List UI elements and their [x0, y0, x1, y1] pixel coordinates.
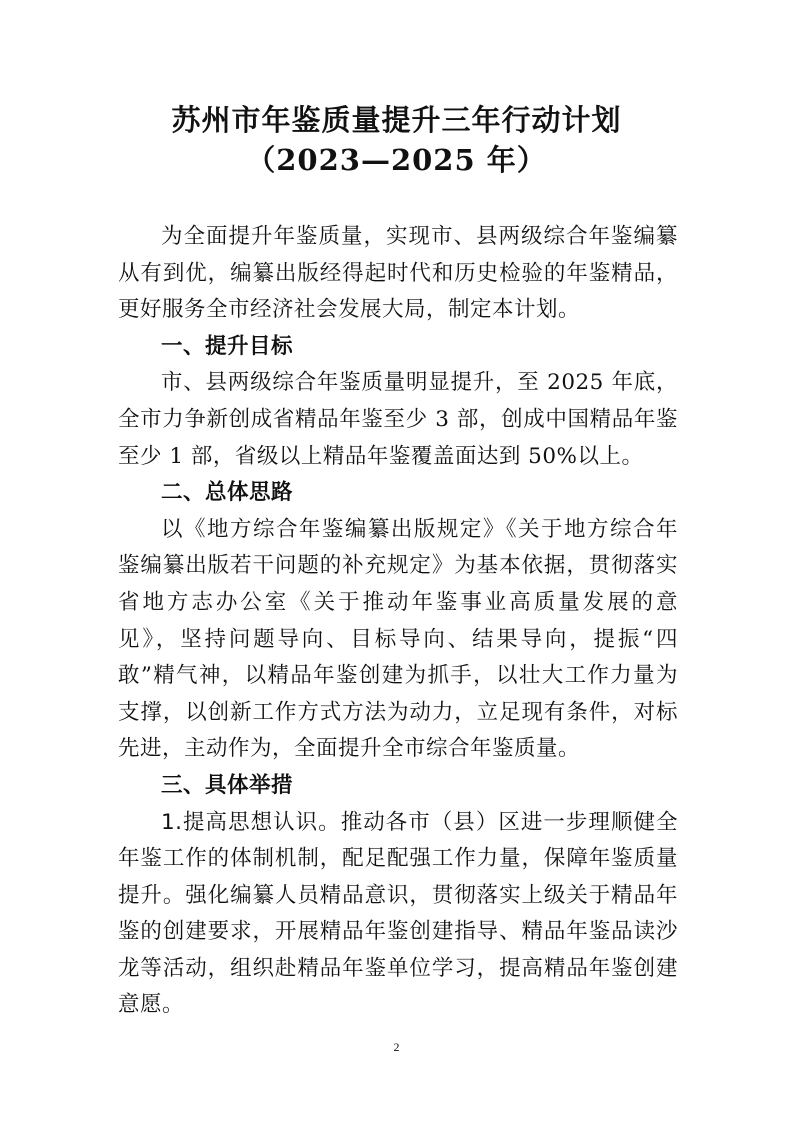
- document-subtitle-years: （2023—2025 年）: [246, 143, 547, 177]
- section-heading-goals: 一、提升目标: [161, 333, 294, 359]
- section-heading-approach: 二、总体思路: [161, 480, 294, 506]
- measure-item-text: 推动各市（县）区进一步理顺健全年鉴工作的体制机制，配足配强工作力量，保障年鉴质量提升。强化编纂人员精品意识，贯彻落实上级关于精品年鉴的创建要求，开展精品年鉴创建指导、精品年鉴品读沙龙等活动，组织赴精品年鉴单位学习，提高精品年鉴创建意愿。: [118, 809, 678, 1018]
- measure-item-lead: 1.提高思想认识。: [161, 809, 341, 835]
- document-body: [118, 219, 678, 1024]
- document-title: 苏州市年鉴质量提升三年行动计划: [171, 103, 622, 137]
- section-heading-measures: 三、具体举措: [161, 772, 294, 798]
- section-paragraph-approach: 以《地方综合年鉴编纂出版规定》《关于地方综合年鉴编纂出版若干问题的补充规定》为基本依据，贯彻落实省地方志办公室《关于推动年鉴事业高质量发展的意见》，坚持问题导向、目标导向、结果导向，提振“四敢”精气神，以精品年鉴创建为抓手，以壮大工作力量为支撑，以创新工作方式方法为动力，立足现有条件，对标先进，主动作为，全面提升全市综合年鉴质量。: [118, 516, 678, 762]
- page-number: 2: [393, 1040, 400, 1054]
- intro-paragraph: 为全面提升年鉴质量，实现市、县两级综合年鉴编纂从有到优，编纂出版经得起时代和历史检验的年鉴精品，更好服务全市经济社会发展大局，制定本计划。: [118, 224, 678, 323]
- section-paragraph-measures: [118, 805, 678, 1025]
- section-paragraph-goals: 市、县两级综合年鉴质量明显提升，至 2025 年底，全市力争新创成省精品年鉴至少 3 部，创成中国精品年鉴至少 1 部，省级以上精品年鉴覆盖面达到 50%以上。: [118, 370, 678, 469]
